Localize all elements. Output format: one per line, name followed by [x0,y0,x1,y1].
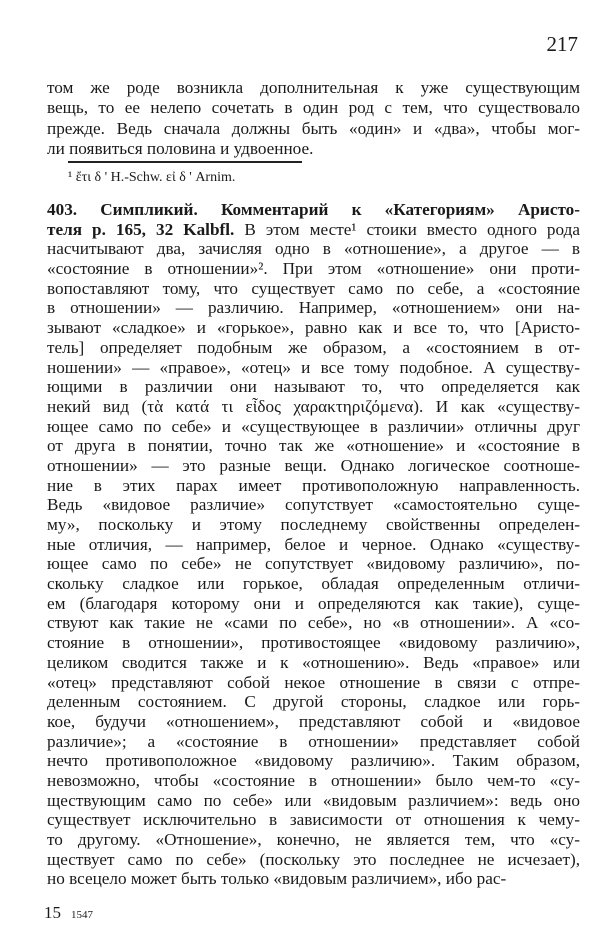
text-line: некий вид (τὰ κατά τι εἶδος χαρακτηριζόμενα). И как «существу- [47,396,580,416]
text-line: тель] определяет подобным же образом, а «состоянием в от- [47,337,580,357]
heading-line [47,200,580,220]
text-line: ществует само по себе» (поскольку это последнее не исчезает), [47,849,580,869]
text-line: вопоставляют тому, что существует само по себе, а «состояние [47,278,580,298]
text-line: ющее само по себе» не сопутствует «видовому различию», по- [47,554,580,574]
text-line: ем (благодаря которому они и определяются как такие), суще- [47,593,580,613]
heading-line [47,220,580,240]
text-line: то другому. «Отношение», конечно, не является тем, что «су- [47,830,580,849]
text-line: ние в этих парах имеет противоположную направленность. [47,475,580,495]
signature-mark: 15 [44,903,61,922]
page-number: 217 [546,32,578,56]
text-line: прежде. Ведь сначала должны быть «один» и «два», чтобы мог- [47,118,580,138]
text-line: от друга в понятии, точно так же «отношение» и «состояние в [47,436,580,456]
text-line: зывают «сладкое» и «горькое», равно как и все то, что [Аристо- [47,318,580,338]
top-paragraph [47,78,580,160]
text-line: кое, будучи «отношением», представляют собой и «видовое [47,711,580,731]
text-line: скольку сладкое или горькое, обладая определенным отличи- [47,574,580,594]
text-line: ные отличия, — например, белое и черное. Однако «существу- [47,534,580,554]
footnote-divider [68,161,302,163]
text-line: ющими в различии они называют то, что определяется как [47,377,580,397]
text-line: насчитывают два, зачисляя одно в «отношение», а другое — в [47,239,580,259]
text-line: Ведь «видовое различие» сопутствует «самостоятельно суще- [47,495,580,515]
text-line: «отец» представляют собой некое отношение в связи с отпре- [47,672,580,692]
page-footer [44,903,93,925]
text-line: существует исключительно в зависимости от отношения к чему- [47,810,580,830]
text-line: «состояние в отношении»². При этом «отношение» они проти- [47,259,580,279]
text-line: деленным состоянием. С другой стороны, сладкое или горь- [47,692,580,712]
text-line: стояние в отношении», противостоящее «видовому различию», [47,633,580,653]
text-line: в отношении» — различию. Например, «отношением» они на- [47,298,580,318]
text-line: ющее само по себе» и «существующее в различии» отличны друг [47,416,580,436]
text-line: невозможно, чтобы «состояние в отношении» было чем-то «су- [47,770,580,790]
text-line: ношении» — «правое», «отец» и все тому подобное. А существу- [47,357,580,377]
text-line: нечто противоположное «видовому различию». Таким образом, [47,751,580,771]
text-line: различие»; а «состояние в отношении» представляет собой [47,731,580,751]
text-line: целиком сводится также и к «отношению». Ведь «правое» или [47,652,580,672]
text-line: но всецело может быть только «видовым различием», ибо рас- [47,869,507,889]
text-line: му», поскольку и этому последнему свойственны определен- [47,515,580,534]
text-line: ствуют как такие не «сами по себе», но «в отношении». А «со- [47,613,580,633]
text-line: ществующим само по себе» или «видовым различием»: ведь оно [47,790,580,810]
text-segment: В этом месте¹ стоики вместо одного рода [234,219,580,239]
text-line: ли появиться половина и удвоенное. [47,139,314,159]
fragment-heading: 403. Симпликий. Комментарий к «Категориям» Аристо- [47,200,580,219]
text-line: вещь, то ее нелепо сочетать в один род с тем, что существовало [47,98,580,118]
text-line: отношении» — это разные вещи. Однако логическое соотноше- [47,455,580,475]
fragment-source: теля р. 165, 32 Kalbfl. [47,219,235,239]
text-line: том же роде возникла дополнительная к уже существующим [47,78,580,97]
print-code: 1547 [71,909,93,921]
fragment-403 [47,200,580,889]
footnote: ¹ ἔτι δ ' H.-Schw. εἰ δ ' Arnim. [68,170,236,185]
